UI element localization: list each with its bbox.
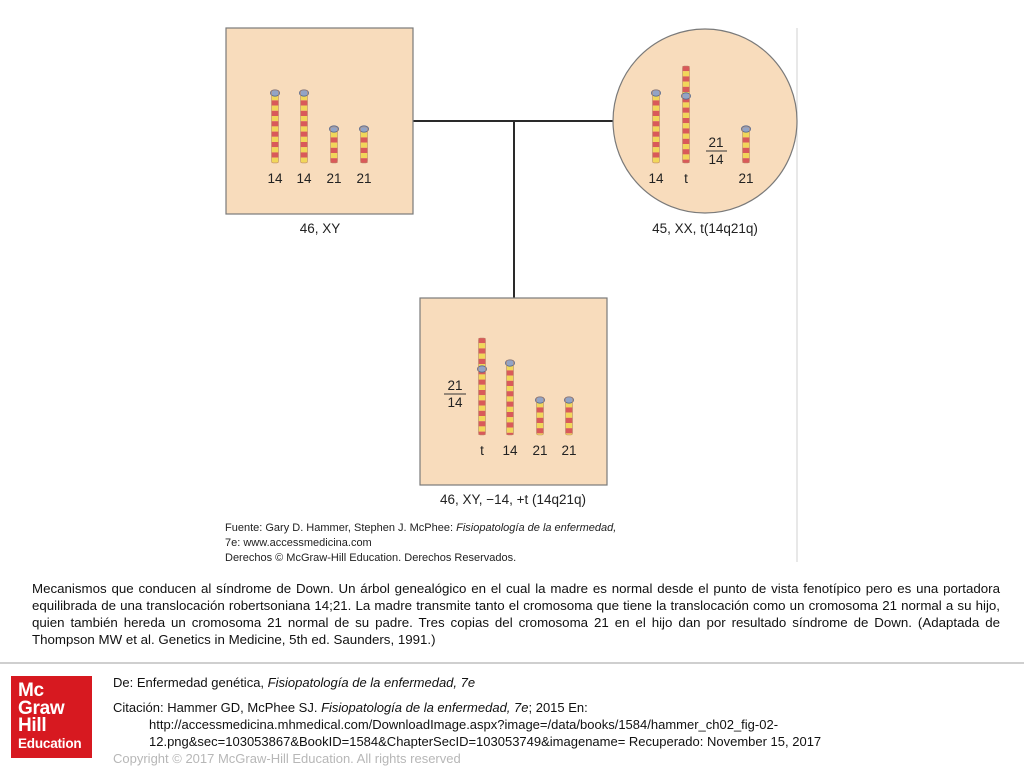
chromosome-band [743,158,750,163]
chromosome-band [361,148,368,153]
chromosome-band [683,144,690,149]
chromosome-band [479,354,486,359]
chromosome-band [301,106,308,111]
chromosome-band [301,147,308,152]
chromosome-band [683,113,690,118]
chromosome-band [272,158,279,163]
chromosome-band [653,152,660,157]
chromosome-band [653,111,660,116]
citation-authors: Citación: Hammer GD, McPhee SJ. [113,700,318,715]
chromosome-band [537,428,544,433]
chromosome-band [479,359,486,364]
chromosome-band [479,406,486,411]
chromosome-band [272,116,279,121]
chromosome-band [361,132,368,137]
chromosome-band [479,348,486,353]
chromosome-band [653,121,660,126]
chromosome-band [272,152,279,157]
logo-line-4: Education [18,735,82,751]
chromosome-band [479,432,486,435]
chromosome-band [507,412,514,417]
father-chrom-label: 14 [267,171,283,186]
mother-karyotype: 45, XX, t(14q21q) [652,221,758,236]
chromosome-band [683,149,690,154]
chromosome-c14 [651,90,660,163]
logo-line-1: Mc [18,680,44,701]
chromosome-band [331,153,338,158]
chromosome-band [537,413,544,418]
chromosome-c21 [535,397,544,435]
chromosome-band [272,137,279,142]
credit-line-2: 7e: www.accessmedicina.com [225,537,372,549]
chromosome-band [272,132,279,137]
chromosome-band [743,137,750,142]
child-fraction-top: 21 [447,378,463,393]
chromosome-band [331,137,338,142]
chromosome-band [479,416,486,421]
chromosome-band [301,158,308,163]
chromosome-band [331,143,338,148]
mother-fraction-bottom: 14 [708,152,724,167]
chromosome-band [537,407,544,412]
footer-from [113,674,1013,691]
chromosome-band [272,111,279,116]
mother-chrom-label: t [684,171,688,186]
chromosome-band [331,132,338,137]
chromosome-band [507,370,514,375]
mother-chrom-label: 14 [648,171,664,186]
copyright-notice: Copyright © 2017 McGraw-Hill Education. All rights reserved [113,751,461,766]
chromosome-c21 [359,126,368,163]
chromosome-c14 [505,360,514,435]
chromosome-band [683,102,690,107]
chromosome-band [683,66,690,71]
chromosome-band [683,134,690,139]
chromosome-band [507,422,514,427]
chromosome-band [683,87,690,92]
chromosome-band [683,71,690,76]
chromosome-band [743,132,750,137]
chromosome-c14 [270,90,279,163]
chromosome-band [301,116,308,121]
chromosome-c21 [329,126,338,163]
chromosome-band [743,153,750,158]
chromosome-band [653,116,660,121]
chromosome-band [507,417,514,422]
chromosome-band [301,132,308,137]
chromosome-band [507,428,514,433]
chromosome-band [361,137,368,142]
chromosome-band [507,386,514,391]
chromosome-band [566,428,573,433]
chromosome-band [301,142,308,147]
chromosome-band [683,160,690,163]
chromosome-band [479,421,486,426]
chromosome-band [683,139,690,144]
chromosome-band [683,82,690,87]
footer-citation-line [113,699,1013,716]
chromosome-band [507,381,514,386]
chromosome-band [272,106,279,111]
citation-url-2[interactable]: 12.png&sec=103053867&BookID=1584&ChapterSecID=103053749&imagename= Recuperado: November 15, 2017 [149,734,822,749]
chromosome-band [479,400,486,405]
chromosome-band [507,391,514,396]
chromosome-band [479,426,486,431]
father-chrom-label: 21 [356,171,372,186]
chromosome-band [653,126,660,131]
chromosome-band [537,418,544,423]
chromosome-band [479,374,486,379]
chromosome-band [507,376,514,381]
chromosome-c21 [564,397,573,435]
citation-url-1[interactable]: http://accessmedicina.mhmedical.com/DownloadImage.aspx?image=/data/books/1584/hammer_ch02_fig-02- [149,717,779,732]
chromosome-band [479,411,486,416]
footer-citation [113,674,1013,767]
chromosome-band [683,108,690,113]
chromosome-band [743,148,750,153]
chromosome-band [272,142,279,147]
credit-source: Fuente: Gary D. Hammer, Stephen J. McPhee: [225,522,454,534]
figure-caption: Mecanismos que conducen al síndrome de Down. Un árbol genealógico en el cual la madre es normal desde el punto de vista fenotípico pero es una portadora equilibrada de una translocación robertsoniana 14;21. La madre transmite tanto el cromosoma que tiene la translocación como un cromosoma 21 normal a su hijo, quien también hereda un cromosoma 21 normal de su padre. Tres copias del cromosoma 21 en el hijo dan por resultado síndrome de Down. (Adaptada de Thompson MW et al. Genetics in Medicine, 5th ed. Saunders, 1991.) [32,581,1000,647]
mother-chrom-label: 21 [738,171,754,186]
chromosome-band [301,121,308,126]
footer-divider [0,662,1024,664]
chromosome-band [683,154,690,159]
chromosome-c21 [741,126,750,163]
chromosome-band [361,158,368,163]
chromosome-band [301,137,308,142]
mother-circle [613,29,797,213]
chromosome-band [566,413,573,418]
chromosome-band [653,158,660,163]
chromosome-band [653,100,660,105]
chromosome-band [479,395,486,400]
chromosome-band [479,380,486,385]
chromosome-band [653,147,660,152]
chromosome-band [479,390,486,395]
figure-credit [225,521,616,566]
chromosome-band [331,148,338,153]
child-fraction-bottom: 14 [447,395,463,410]
chromosome-band [683,123,690,128]
mother-fraction-top: 21 [708,135,724,150]
chromosome-band [301,152,308,157]
credit-line-1 [225,521,616,536]
chromosome-band [653,106,660,111]
chromosome-band [301,111,308,116]
chromosome-band [272,147,279,152]
chromosome-band [566,423,573,428]
chromosome-band [653,142,660,147]
from-book: Fisiopatología de la enfermedad, 7e [267,675,476,690]
chromosome-band [301,126,308,131]
chromosome-translocation [477,338,486,435]
father-box [226,28,413,214]
chromosome-band [479,343,486,348]
chromosome-band [566,418,573,423]
chromosome-band [507,396,514,401]
chromosome-band [537,423,544,428]
chromosome-band [331,158,338,163]
credit-line-3: Derechos © McGraw-Hill Education. Derechos Reservados. [225,552,517,564]
credit-book-title: Fisiopatología de la enfermedad, [456,522,617,534]
citation-book: Fisiopatología de la enfermedad, 7e [321,700,529,715]
father-chrom-label: 14 [296,171,312,186]
chromosome-band [743,143,750,148]
chromosome-band [361,143,368,148]
chromosome-band [507,402,514,407]
chromosome-band [301,100,308,105]
chromosome-band [683,128,690,133]
father-chrom-label: 21 [326,171,342,186]
child-chrom-label: 21 [532,443,548,458]
chromosome-band [683,118,690,123]
pedigree-lines [413,121,614,298]
chromosome-band [566,407,573,412]
chromosome-band [683,76,690,81]
citation-year: ; 2015 En: [528,700,588,715]
logo-line-2: Graw [18,697,65,719]
chromosome-translocation [681,66,690,163]
chromosome-band [361,153,368,158]
child-chrom-label: t [480,443,484,458]
chromosome-c14 [299,90,308,163]
chromosome-band [653,137,660,142]
chromosome-band [272,100,279,105]
chromosome-band [653,132,660,137]
chromosome-band [479,338,486,343]
child-chrom-label: 14 [502,443,518,458]
child-karyotype: 46, XY, −14, +t (14q21q) [439,492,587,507]
chromosome-band [272,121,279,126]
father-karyotype: 46, XY [299,221,341,236]
chromosome-band [507,407,514,412]
chromosome-band [272,126,279,131]
mcgraw-hill-logo [11,676,92,758]
child-chrom-label: 21 [561,443,577,458]
logo-line-3: Hill [18,715,47,736]
from-prefix: De: Enfermedad genética, [113,675,265,690]
chromosome-band [479,385,486,390]
